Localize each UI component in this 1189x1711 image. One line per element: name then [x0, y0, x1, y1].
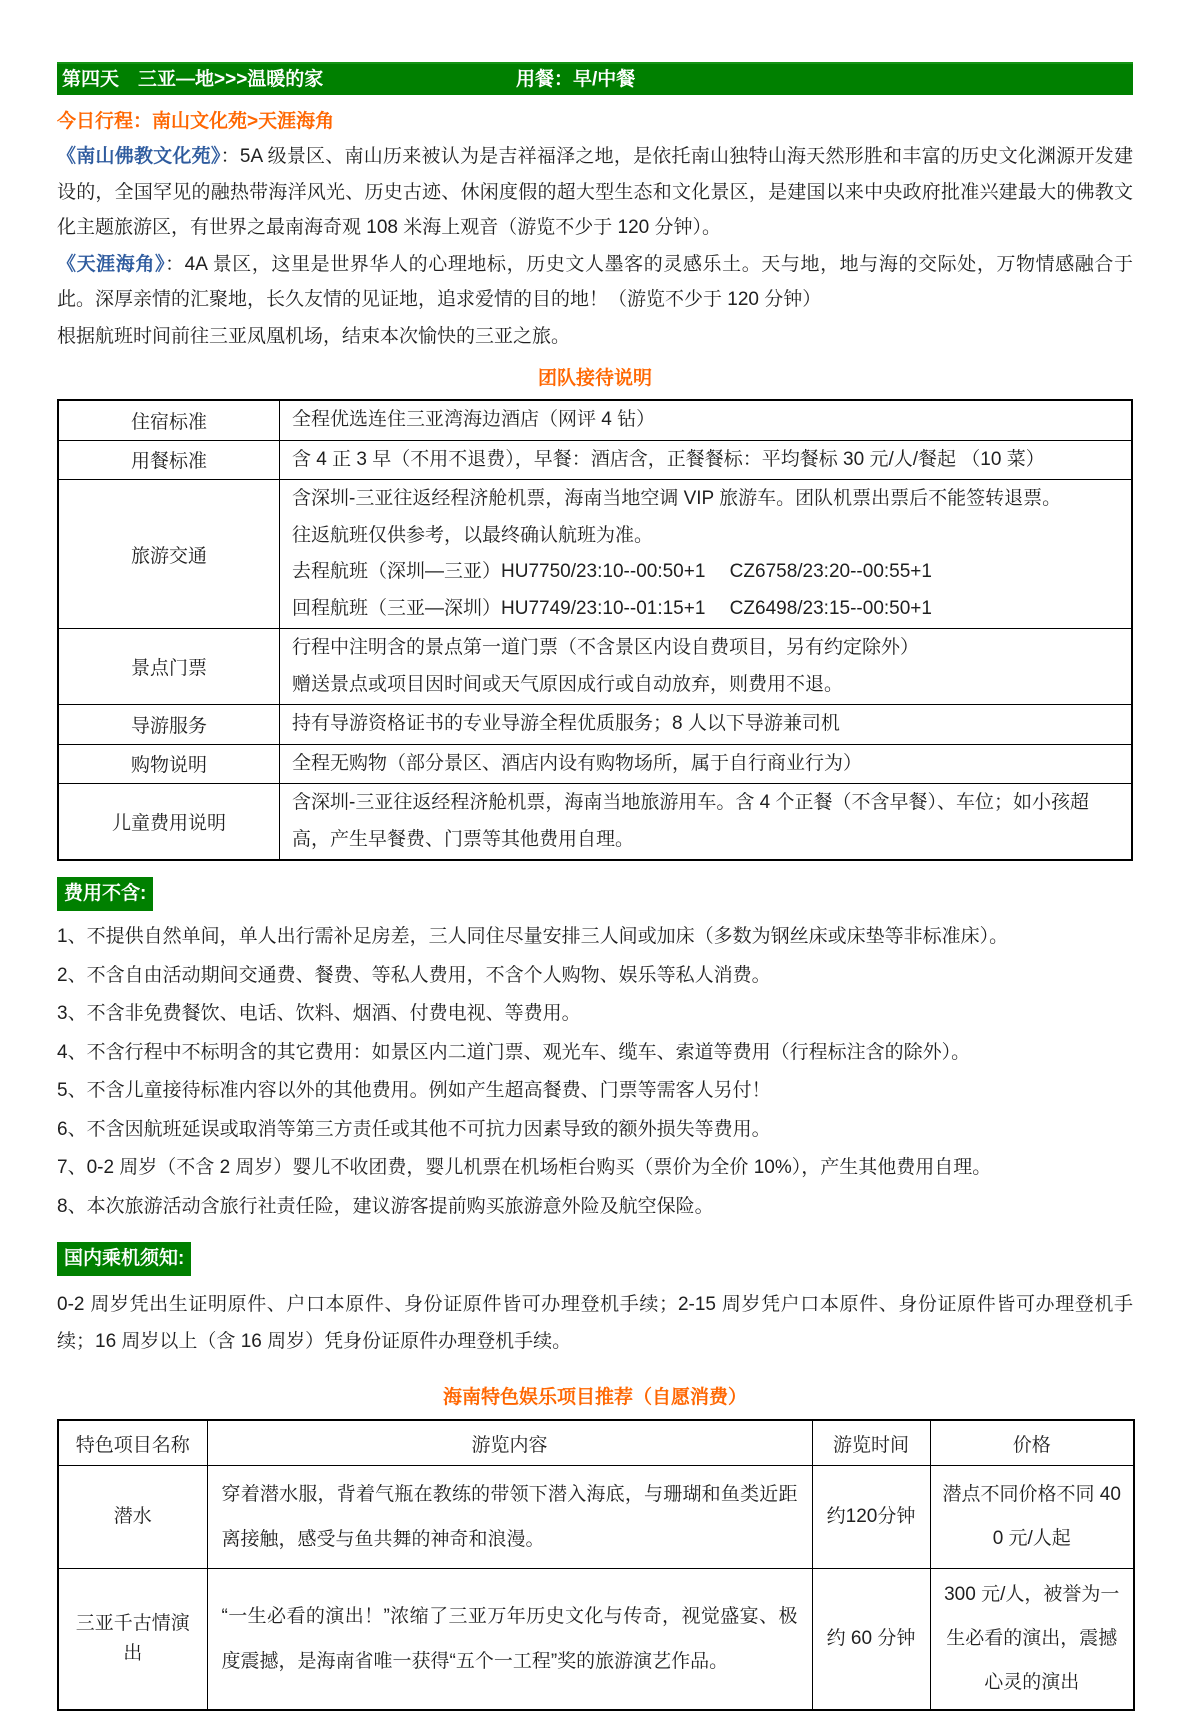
today-route: 今日行程：南山文化苑>天涯海角 — [57, 111, 335, 132]
row-label: 儿童费用说明 — [58, 784, 280, 861]
column-header: 游览时间 — [812, 1420, 930, 1466]
content-line: 持有导游资格证书的专业导游全程优质服务；8 人以下导游兼司机 — [292, 713, 840, 734]
table-row — [58, 784, 1132, 861]
scenic-spot-description: ：5A 级景区、南山历来被认为是吉祥福泽之地，是依托南山独特山海天然形胜和丰富的历史文化渊源开发建设的，全国罕见的融热带海洋风光、历史古迹、休闲度假的超大型生态和文化景区，是建国以来中央政府批准兴建最大的佛教文化主题旅游区，有世界之最南海奇观 108 米海上观音（游览不少于 120 分钟）。 — [57, 146, 1133, 238]
list-item: 7、0-2 周岁（不含 2 周岁）婴儿不收团费，婴儿机票在机场柜台购买（票价为全价 10%），产生其他费用自理。 — [57, 1157, 992, 1178]
project-price: 300 元/人，被誉为一生必看的演出，震撼心灵的演出 — [930, 1569, 1134, 1711]
row-label: 用餐标准 — [58, 440, 280, 480]
column-header: 游览内容 — [207, 1420, 812, 1466]
list-item: 1、不提供自然单间，单人出行需补足房差，三人同住尽量安排三人间或加床（多数为钢丝床或床垫等非标准床）。 — [57, 926, 1009, 947]
content-line: 回程航班（三亚—深圳）HU7749/23:10--01:15+1 CZ6498/23:15--00:50+1 — [292, 597, 932, 619]
column-header: 特色项目名称 — [58, 1420, 207, 1466]
scenic-spot-name: 《南山佛教文化苑》 — [57, 146, 221, 167]
scenic-spot-name: 《天涯海角》 — [57, 253, 166, 275]
scenic-spot-description: ：4A 景区，这里是世界华人的心理地标，历史文人墨客的灵感乐土。天与地，地与海的交际处，万物情感融合于此。深厚亲情的汇聚地，长久友情的见证地，追求爱情的目的地！（游览不少于 120 分钟） — [57, 253, 1133, 310]
row-content — [280, 705, 1133, 745]
row-label: 住宿标准 — [58, 400, 280, 440]
content-line: 含深圳-三亚往返经程济舱机票，海南当地空调 VIP 旅游车。团队机票出票后不能签转退票。 — [292, 488, 1062, 509]
column-header: 价格 — [930, 1420, 1134, 1466]
boarding-notice-badge: 国内乘机须知: — [57, 1242, 191, 1276]
table-header-row — [58, 1420, 1134, 1466]
list-item: 4、不含行程中不标明含的其它费用：如景区内二道门票、观光车、缆车、索道等费用（行程标注含的除外）。 — [57, 1041, 971, 1063]
list-item: 5、不含儿童接待标准内容以外的其他费用。例如产生超高餐费、门票等需客人另付！ — [57, 1080, 771, 1101]
day-title: 第四天 三亚—地>>>温暖的家 — [62, 69, 324, 90]
row-content — [280, 440, 1133, 480]
boarding-notice-text: 0-2 周岁凭出生证明原件、户口本原件、身份证原件皆可办理登机手续；2-15 周岁凭户口本原件、身份证原件皆可办理登机手续；16 周岁以上（含 16 周岁）凭身份证原件办理登机手续。 — [57, 1294, 1133, 1352]
scenic-spot-paragraph — [57, 139, 1133, 246]
list-item: 3、不含非免费餐饮、电话、饮料、烟酒、付费电视、等费用。 — [57, 1003, 581, 1024]
table-row — [58, 400, 1132, 440]
flight-note: 根据航班时间前往三亚凤凰机场，结束本次愉快的三亚之旅。 — [57, 325, 571, 347]
day-meals: 用餐：早/中餐 — [516, 69, 636, 90]
scenic-spot-paragraph — [57, 247, 1133, 318]
row-label: 购物说明 — [58, 744, 280, 784]
row-content — [280, 480, 1133, 629]
fees-excluded-list — [57, 918, 1133, 1226]
project-duration: 约120分钟 — [812, 1466, 930, 1569]
table-row — [58, 480, 1132, 629]
day-header-bar — [57, 62, 1133, 95]
row-label: 导游服务 — [58, 705, 280, 745]
list-item: 8、本次旅游活动含旅行社责任险，建议游客提前购买旅游意外险及航空保险。 — [57, 1195, 714, 1217]
list-item: 6、不含因航班延误或取消等第三方责任或其他不可抗力因素导致的额外损失等费用。 — [57, 1118, 771, 1140]
row-label: 景点门票 — [58, 629, 280, 705]
entertainment-table — [57, 1419, 1135, 1711]
content-line: 含 4 正 3 早（不用不退费），早餐：酒店含，正餐餐标：平均餐标 30 元/人/餐起 （10 菜） — [292, 448, 1045, 470]
row-label: 旅游交通 — [58, 480, 280, 629]
row-content — [280, 744, 1133, 784]
list-item: 2、不含自由活动期间交通费、餐费、等私人费用，不含个人购物、娱乐等私人消费。 — [57, 964, 771, 986]
content-line: 行程中注明含的景点第一道门票（不含景区内设自费项目，另有约定除外） — [292, 637, 920, 658]
table-row — [58, 1466, 1134, 1569]
entertainment-section-title: 海南特色娱乐项目推荐（自愿消费） — [442, 1387, 747, 1408]
project-price: 潜点不同价格不同 400 元/人起 — [930, 1466, 1134, 1569]
reception-table — [57, 399, 1133, 861]
table-row — [58, 1569, 1134, 1711]
table-row — [58, 744, 1132, 784]
project-name: 三亚千古情演出 — [58, 1569, 207, 1711]
project-content: “一生必看的演出！”浓缩了三亚万年历史文化与传奇，视觉盛宴、极度震撼，是海南省唯一获得“五个一工程”奖的旅游演艺作品。 — [207, 1569, 812, 1711]
project-name: 潜水 — [58, 1466, 207, 1569]
row-content — [280, 784, 1133, 861]
table-row — [58, 629, 1132, 705]
reception-section-title: 团队接待说明 — [537, 368, 652, 389]
row-content — [280, 629, 1133, 705]
table-row — [58, 440, 1132, 480]
row-content — [280, 400, 1133, 440]
fees-excluded-badge: 费用不含: — [57, 877, 153, 911]
content-line: 去程航班（深圳—三亚）HU7750/23:10--00:50+1 CZ6758/23:20--00:55+1 — [292, 561, 932, 582]
table-row — [58, 705, 1132, 745]
content-line: 含深圳-三亚往返经程济舱机票，海南当地旅游用车。含 4 个正餐（不含早餐）、车位；如小孩超高，产生早餐费、门票等其他费用自理。 — [292, 792, 1089, 850]
content-line: 全程无购物（部分景区、酒店内设有购物场所，属于自行商业行为） — [292, 752, 863, 774]
content-line: 全程优选连住三亚湾海边酒店（网评 4 钻） — [292, 409, 656, 430]
project-duration: 约 60 分钟 — [812, 1569, 930, 1711]
itinerary-page — [57, 0, 1133, 1711]
project-content: 穿着潜水服，背着气瓶在教练的带领下潜入海底，与珊瑚和鱼类近距离接触，感受与鱼共舞的神奇和浪漫。 — [207, 1466, 812, 1569]
content-line: 赠送景点或项目因时间或天气原因成行或自动放弃，则费用不退。 — [292, 673, 844, 695]
content-line: 往返航班仅供参考，以最终确认航班为准。 — [292, 524, 654, 546]
